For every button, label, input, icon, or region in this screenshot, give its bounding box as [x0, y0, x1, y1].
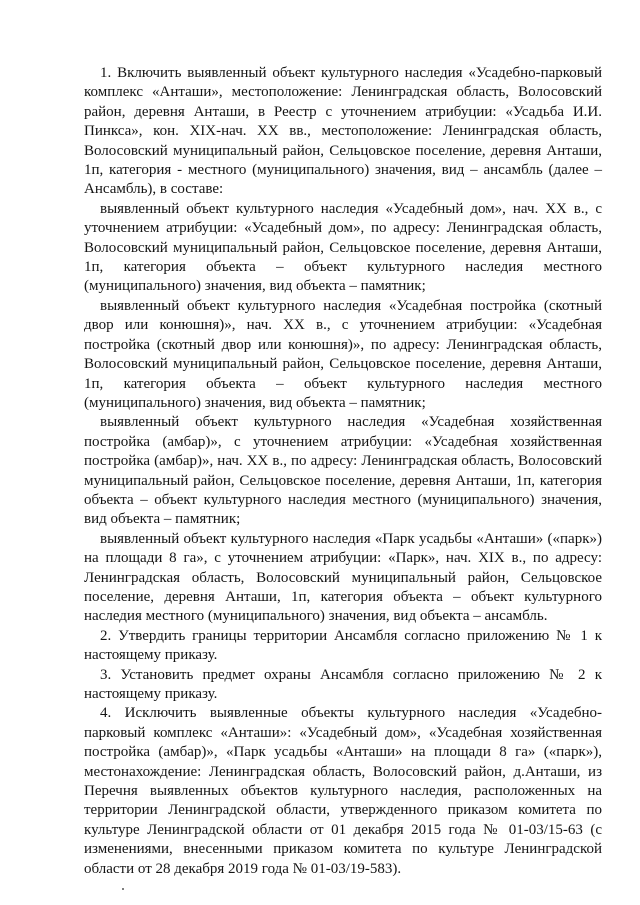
subitem-manor-house: выявленный объект культурного наследия «Усадебный дом», нач. XX в., с уточнением атрибуции: «Усадебный дом», по адресу: Ленинградская область, Волосовский муниципальный район, Сельцовское поселение, деревня Анташи, 1п, категория объекта – объект культурного наследия местного (муниципального) значения, вид объекта – памятник; — [84, 200, 602, 295]
item-1-paragraph: 1. Включить выявленный объект культурного наследия «Усадебно-парковый комплекс «Анташи», местоположение: Ленинградская область, Волосовский район, деревня Анташи, в Реестр с уточнением атрибуции: «Усадьба И.И. Пинкса», кон. XIX-нач. XX вв., местоположение: Ленинградская область, Волосовский муниципальный район, Сельцовское поселение, деревня Анташи, 1п, категория - местного (муниципального) значения, вид – ансамбль (далее – Ансамбль), в составе: — [84, 65, 602, 198]
scan-speck — [122, 888, 124, 890]
item-2-paragraph: 2. Утвердить границы территории Ансамбля согласно приложению № 1 к настоящему приказу. — [84, 627, 602, 664]
subitem-cattle-yard: выявленный объект культурного наследия «Усадебная постройка (скотный двор или конюшня)», нач. XX в., с уточнением атрибуции: «Усадебная постройка (скотный двор или конюшня)», по адресу: Ленинградская область, Волосовский муниципальный район, Сельцовское поселение, деревня Анташи, 1п, категория объекта – объект культурного наследия местного (муниципального) значения, вид объекта – памятник; — [84, 297, 602, 411]
item-4-paragraph: 4. Исключить выявленные объекты культурного наследия «Усадебно-парковый комплекс «Анташи»: «Усадебный дом», «Усадебная хозяйственная постройка (амбар)», «Парк усадьбы «Анташи» на площади 8 га» («парк»), местонахождение: Ленинградская область, Волосовский район, д.Анташи, из Перечня выявленных объектов культурного наследия, расположенных на территории Ленинградской области, утвержденного приказом комитета по культуре Ленинградской области от 01 декабря 2015 года № 01-03/15-63 (с изменениями, внесенными приказом комитета по культуре Ленинградской области от 28 декабря 2019 года № 01-03/19-583). — [84, 705, 602, 877]
subitem-park: выявленный объект культурного наследия «Парк усадьбы «Анташи» («парк») на площади 8 га», с уточнением атрибуции: «Парк», нач. XIX в., по адресу: Ленинградская область, Волосовский муниципальный район, Сельцовское поселение, деревня Анташи, 1п, категория объекта – объект культурного наследия местного (муниципального) значения, вид объекта – ансамбль. — [84, 530, 602, 625]
document-body — [84, 64, 602, 879]
subitem-barn: выявленный объект культурного наследия «Усадебная хозяйственная постройка (амбар)», с уточнением атрибуции: «Усадебная хозяйственная постройка (амбар)», нач. XX в., по адресу: Ленинградская область, Волосовский муниципальный район, Сельцовское поселение, деревня Анташи, 1п, категория объекта – объект культурного наследия местного (муниципального) значения, вид объекта – памятник; — [84, 414, 602, 528]
item-3-paragraph: 3. Установить предмет охраны Ансамбля согласно приложению № 2 к настоящему приказу. — [84, 666, 602, 702]
